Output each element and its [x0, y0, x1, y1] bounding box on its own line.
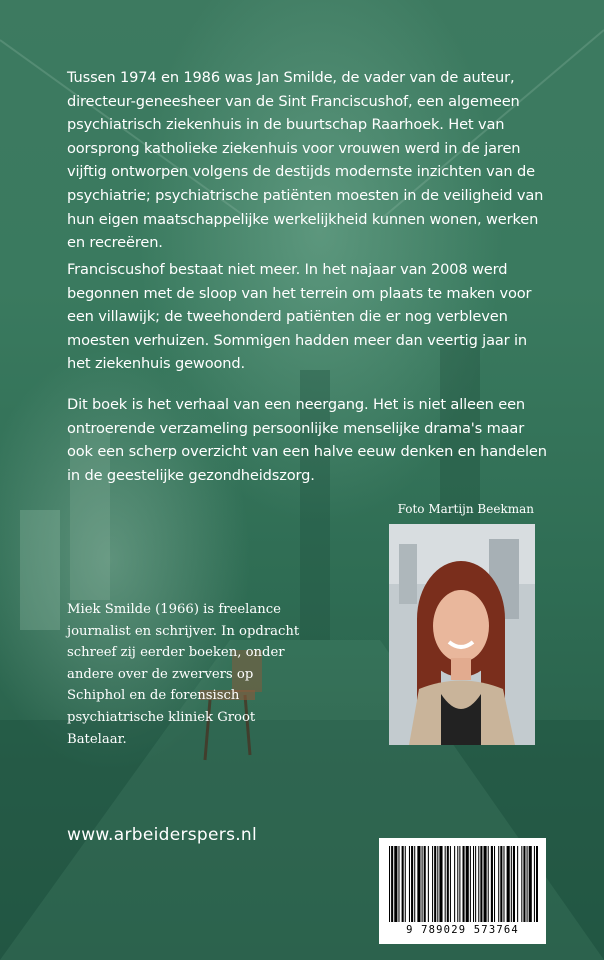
barcode-bar — [447, 846, 449, 922]
barcode-bar — [414, 846, 415, 922]
barcode-bar — [511, 846, 512, 922]
barcode-bar — [521, 846, 522, 922]
barcode-bar — [513, 846, 515, 922]
publisher-website-link[interactable]: www.arbeiderspers.nl — [67, 825, 258, 845]
barcode-bar — [389, 846, 390, 922]
author-bio: Miek Smilde (1966) is freelance journalist en schrijver. In opdracht schreef zij eerder boeken, onder andere over de zwervers op Schiphol en de forensisch psychiatrische kliniek Groot Batelaar. — [67, 602, 300, 747]
barcode-bar — [534, 846, 535, 922]
barcode-bar — [434, 846, 436, 922]
barcode-bar — [411, 846, 413, 922]
barcode-bar — [507, 846, 510, 922]
barcode-bar — [428, 846, 429, 922]
barcode-bar — [457, 846, 458, 922]
barcode-bar — [394, 846, 397, 922]
author-photo — [389, 524, 535, 745]
barcode-bar — [450, 846, 451, 922]
barcode-bar — [439, 846, 442, 922]
barcode-bar — [391, 846, 393, 922]
barcode-bar — [422, 846, 423, 922]
barcode-bar — [536, 846, 538, 922]
barcode-bar — [424, 846, 426, 922]
barcode-bar — [480, 846, 482, 922]
description-paragraph-1: Tussen 1974 en 1986 was Jan Smilde, de vader van de auteur, directeur-geneesheer van de Sint Franciscushof, een algemeen psychiatrisch ziekenhuis in de buurtschap Raarhoek. Het van oorsprong katholieke ziekenhuis voor vrouwen werd in de jaren vijftig ontworpen volgens de destijds modernste inzichten van de psychiatrie; psychiatrische patiënten moesten in de veiligheid van hun eigen maatschappelijke werkelijkheid kunnen wonen, werken en recreëren. — [67, 69, 544, 252]
barcode-bar — [463, 846, 465, 922]
barcode-bar — [445, 846, 446, 922]
barcode-bar — [417, 846, 420, 922]
barcode-bar — [466, 846, 469, 922]
barcode-bars — [387, 846, 538, 922]
barcode-bar — [409, 846, 410, 922]
barcode-bar — [488, 846, 489, 922]
barcode-bar — [475, 846, 476, 922]
barcode-bar — [470, 846, 471, 922]
isbn-number: 9 789029 573764 — [406, 924, 519, 936]
barcode-bar — [484, 846, 487, 922]
isbn-barcode — [379, 838, 546, 944]
description-paragraph-3: Dit boek is het verhaal van een neergang. Het is niet alleen een ontroerende verzameling persoonlijke menselijke drama's maar ook een scherp overzicht van een halve eeuw denken en handelen in de geestelijke gezondheidszorg. — [67, 396, 547, 484]
barcode-bar — [398, 846, 399, 922]
description-paragraph-2: Franciscushof bestaat niet meer. In het najaar van 2008 werd begonnen met de sloop van het terrein om plaats te maken voor een villawijk; de tweehonderd patiënten die er nog verbleven moesten verhuizen. Sommigen hadden meer dan veertig jaar in het ziekenhuis gewoond. — [67, 261, 532, 373]
barcode-bar — [478, 846, 479, 922]
barcode-bar — [523, 846, 525, 922]
barcode-bar — [432, 846, 433, 922]
barcode-bar — [459, 846, 460, 922]
author-portrait-image — [389, 524, 535, 745]
photo-credit: Foto Martijn Beekman — [397, 502, 534, 516]
barcode-bar — [491, 846, 493, 922]
barcode-bar — [473, 846, 474, 922]
barcode-bar — [402, 846, 404, 922]
barcode-bar — [454, 846, 455, 922]
barcode-bar — [529, 846, 532, 922]
barcode-bar — [405, 846, 406, 922]
barcode-bar — [500, 846, 502, 922]
barcode-bar — [494, 846, 495, 922]
barcode-bar — [498, 846, 499, 922]
barcode-bar — [437, 846, 438, 922]
barcode-bar — [517, 846, 518, 922]
barcode-bar — [527, 846, 528, 922]
barcode-bar — [503, 846, 504, 922]
